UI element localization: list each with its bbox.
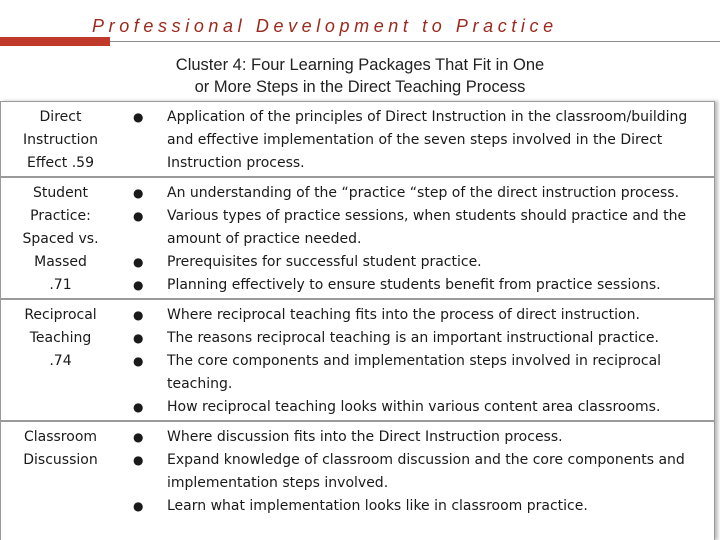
bullet-text: Learn what implementation looks like in classroom practice. xyxy=(167,498,588,514)
bullet-dot-icon: ● xyxy=(133,209,144,223)
package-label: Classroom Discussion xyxy=(23,429,98,468)
bullet-dot-icon: ● xyxy=(133,499,144,513)
bullet-dot-icon: ● xyxy=(133,400,144,414)
bullet-dot-icon: ● xyxy=(133,110,144,124)
bullet-text: Planning effectively to ensure students benefit from practice sessions. xyxy=(167,277,661,293)
list-item xyxy=(127,350,708,396)
table-body xyxy=(1,102,714,519)
list-item xyxy=(127,304,708,327)
list-item xyxy=(127,426,708,449)
list-item xyxy=(127,449,708,495)
bullet-dot-icon: ● xyxy=(133,255,144,269)
bullet-dot-icon: ● xyxy=(133,453,144,467)
bullet-text: Expand knowledge of classroom discussion and the core components and implementation steps involved. xyxy=(167,452,685,491)
learning-packages-table xyxy=(1,102,714,519)
list-item xyxy=(127,205,708,251)
package-label: Student Practice: Spaced vs. Massed .71 xyxy=(22,185,99,293)
bullet-dot-icon: ● xyxy=(133,430,144,444)
table-row xyxy=(1,421,714,519)
bullet-list xyxy=(127,106,708,175)
bullet-text: Various types of practice sessions, when students should practice and the amount of practice needed. xyxy=(167,208,687,247)
package-label-cell xyxy=(1,102,121,177)
bullet-list xyxy=(127,426,708,518)
header-divider-line xyxy=(110,41,720,42)
package-details-cell xyxy=(121,177,715,299)
slide-subtitle xyxy=(0,54,720,98)
bullet-dot-icon: ● xyxy=(133,186,144,200)
bullet-text: Where discussion fits into the Direct Instruction process. xyxy=(167,429,563,445)
list-item xyxy=(127,327,708,350)
subtitle-line-1: Cluster 4: Four Learning Packages That Fit in One xyxy=(175,56,545,74)
bullet-dot-icon: ● xyxy=(133,354,144,368)
bullet-text: Application of the principles of Direct Instruction in the classroom/building and effective implementation of the seven steps involved in the Direct Instruction process. xyxy=(167,109,688,171)
learning-packages-table-container xyxy=(0,101,715,540)
package-label-cell xyxy=(1,177,121,299)
bullet-text: How reciprocal teaching looks within various content area classrooms. xyxy=(167,399,661,415)
package-details-cell xyxy=(121,102,715,177)
bullet-text: Prerequisites for successful student practice. xyxy=(167,254,482,270)
package-label: Direct Instruction Effect .59 xyxy=(23,109,98,171)
table-row xyxy=(1,102,714,177)
bullet-list xyxy=(127,304,708,419)
list-item xyxy=(127,182,708,205)
header-accent-bar xyxy=(0,37,110,46)
bullet-list xyxy=(127,182,708,297)
list-item xyxy=(127,396,708,419)
package-details-cell xyxy=(121,421,715,519)
package-label-cell xyxy=(1,299,121,421)
table-row xyxy=(1,299,714,421)
list-item xyxy=(127,106,708,175)
subtitle-line-2: or More Steps in the Direct Teaching Process xyxy=(194,78,526,96)
bullet-text: An understanding of the “practice “step of the direct instruction process. xyxy=(167,185,680,201)
table-row xyxy=(1,177,714,299)
page-header-title: Professional Development to Practice xyxy=(92,16,558,36)
package-label-cell xyxy=(1,421,121,519)
list-item xyxy=(127,274,708,297)
list-item xyxy=(127,251,708,274)
bullet-dot-icon: ● xyxy=(133,331,144,345)
bullet-text: The reasons reciprocal teaching is an important instructional practice. xyxy=(167,330,659,346)
package-label: Reciprocal Teaching .74 xyxy=(24,307,97,369)
package-details-cell xyxy=(121,299,715,421)
list-item xyxy=(127,495,708,518)
bullet-dot-icon: ● xyxy=(133,278,144,292)
bullet-text: Where reciprocal teaching fits into the process of direct instruction. xyxy=(167,307,640,323)
bullet-dot-icon: ● xyxy=(133,308,144,322)
bullet-text: The core components and implementation steps involved in reciprocal teaching. xyxy=(167,353,662,392)
